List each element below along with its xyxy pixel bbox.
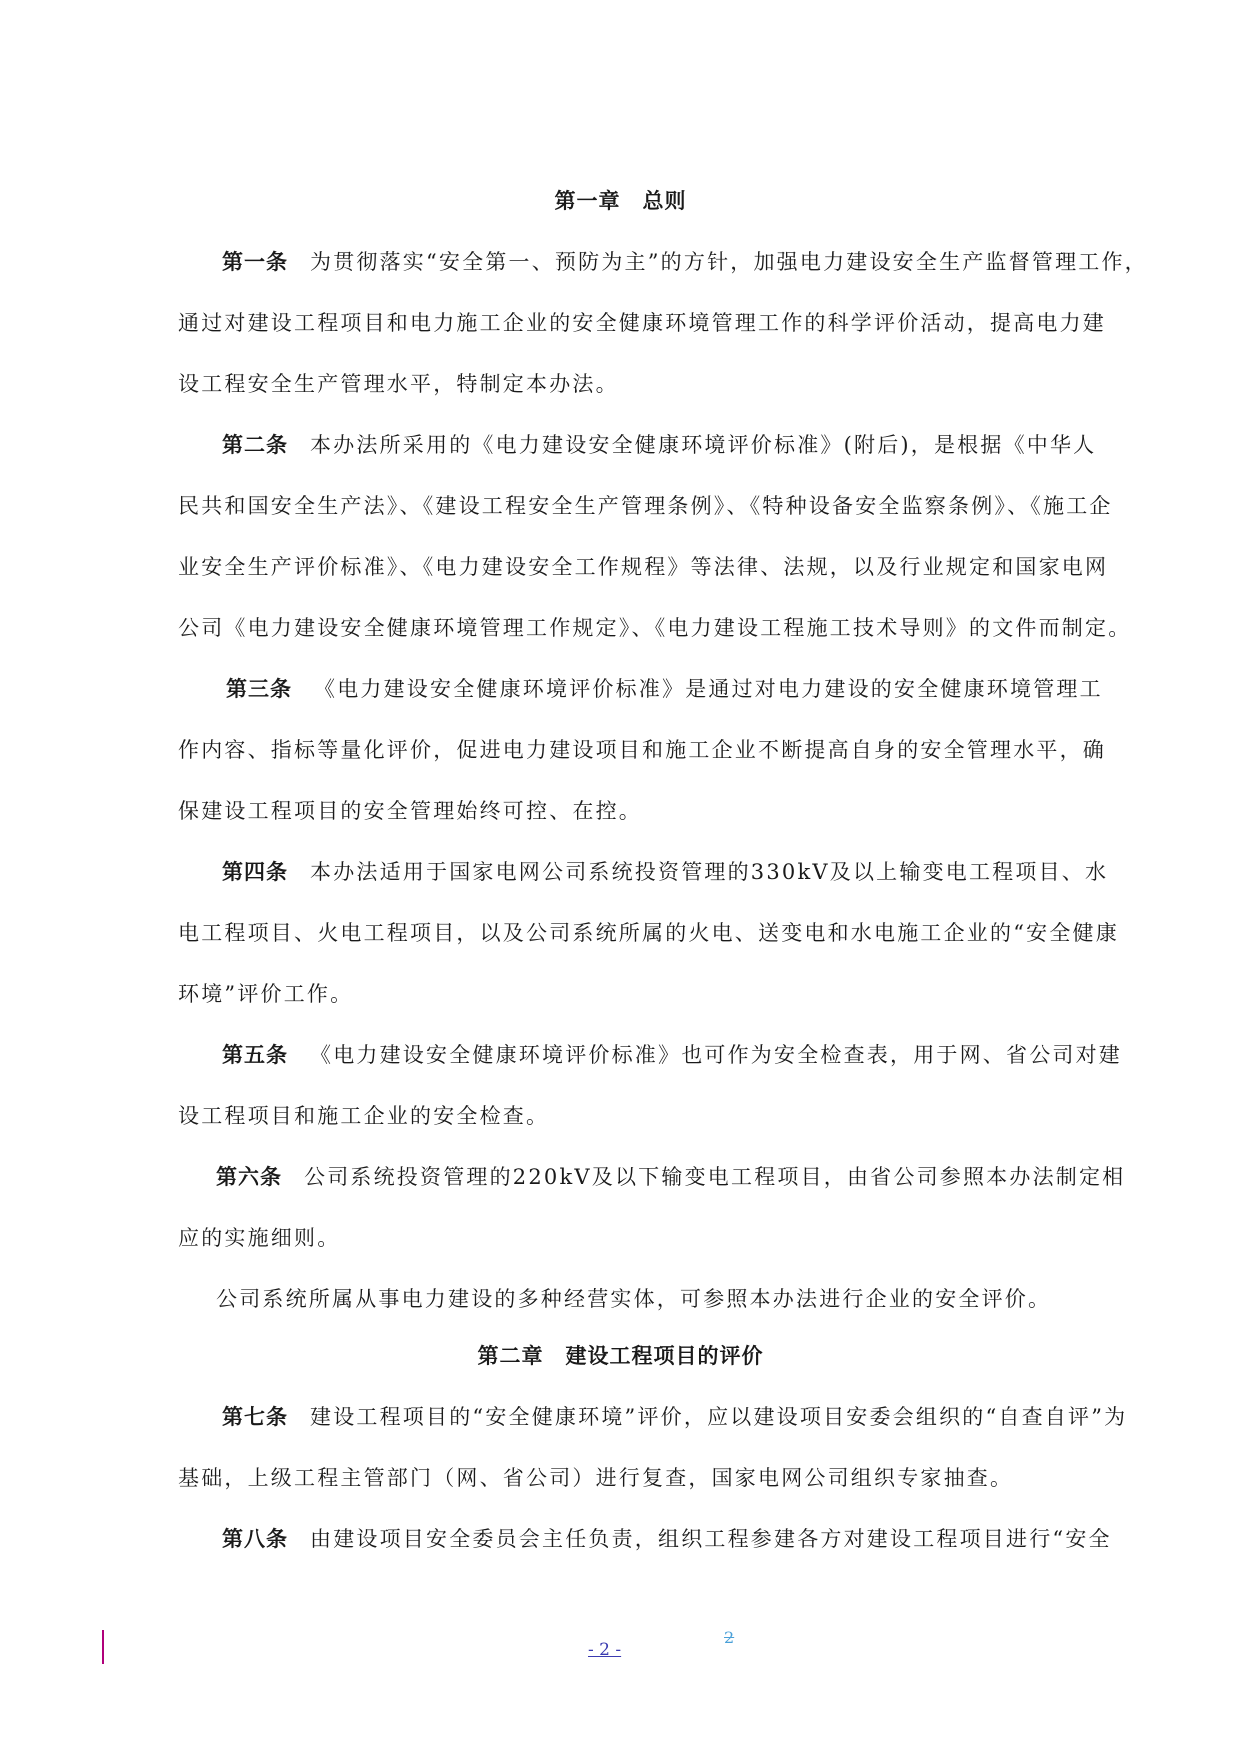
article-8-line-1: 第八条 由建设项目安全委员会主任负责，组织工程参建各方对建设工程项目进行“安全	[222, 1527, 1112, 1551]
article-2-line-4: 公司《电力建设安全健康环境管理工作规定》、《电力建设工程施工技术导则》的文件而制定。	[178, 616, 1132, 640]
article-1-line-3: 设工程安全生产管理水平，特制定本办法。	[178, 372, 619, 396]
article-1-line-2: 通过对建设工程项目和电力施工企业的安全健康环境管理工作的科学评价活动，提高电力建	[178, 311, 1106, 335]
article-7-line-2: 基础，上级工程主管部门（网、省公司）进行复查，国家电网公司组织专家抽查。	[178, 1466, 1014, 1490]
page-ref-number: 2	[724, 1628, 735, 1647]
paragraph-extra: 公司系统所属从事电力建设的多种经营实体，可参照本办法进行企业的安全评价。	[216, 1287, 1052, 1311]
article-2-line-3: 业安全生产评价标准》、《电力建设安全工作规程》等法律、法规，以及行业规定和国家电网	[178, 555, 1109, 579]
article-6-line-1: 第六条 公司系统投资管理的220kV及以下输变电工程项目，由省公司参照本办法制定相	[216, 1165, 1126, 1189]
article-7-label: 第七条	[222, 1405, 288, 1429]
article-4-label: 第四条	[222, 860, 288, 884]
article-2-line-2: 民共和国安全生产法》、《建设工程安全生产管理条例》、《特种设备安全监察条例》、《施工企	[178, 494, 1113, 518]
article-4-line-2: 电工程项目、火电工程项目，以及公司系统所属的火电、送变电和水电施工企业的“安全健康	[178, 921, 1119, 945]
article-6-line-2: 应的实施细则。	[178, 1226, 341, 1250]
article-5-line-2: 设工程项目和施工企业的安全检查。	[178, 1104, 550, 1128]
article-1-label: 第一条	[222, 250, 288, 274]
article-6-label: 第六条	[216, 1165, 282, 1189]
article-4-line-3: 环境”评价工作。	[178, 982, 354, 1006]
article-7-line-1: 第七条 建设工程项目的“安全健康环境”评价，应以建设项目安委会组织的“自查自评”为	[222, 1405, 1128, 1429]
chapter-1-title: 总则	[642, 189, 687, 213]
chapter-1-heading	[0, 186, 1241, 216]
article-2-label: 第二条	[222, 433, 288, 457]
chapter-2-title: 建设工程项目的评价	[565, 1344, 764, 1368]
article-5-line-1: 第五条 《电力建设安全健康环境评价标准》也可作为安全检查表，用于网、省公司对建	[222, 1043, 1122, 1067]
chapter-2-label: 第二章	[477, 1344, 544, 1368]
revision-bar	[102, 1630, 104, 1664]
chapter-1-label: 第一章	[554, 189, 621, 213]
article-2-line-1: 第二条 本办法所采用的《电力建设安全健康环境评价标准》(附后)，是根据《中华人	[222, 433, 1097, 457]
article-3-line-2: 作内容、指标等量化评价，促进电力建设项目和施工企业不断提高自身的安全管理水平，确	[178, 738, 1106, 762]
article-3-label: 第三条	[226, 677, 292, 701]
chapter-2-heading	[0, 1341, 1241, 1371]
article-4-line-1: 第四条 本办法适用于国家电网公司系统投资管理的330kV及以上输变电工程项目、水	[222, 860, 1109, 884]
article-3-line-1: 第三条 《电力建设安全健康环境评价标准》是通过对电力建设的安全健康环境管理工	[226, 677, 1103, 701]
article-5-label: 第五条	[222, 1043, 288, 1067]
article-8-label: 第八条	[222, 1527, 288, 1551]
page-number: - 2 -	[588, 1640, 622, 1660]
article-1-line-1: 第一条 为贯彻落实“安全第一、预防为主”的方针，加强电力建设安全生产监督管理工作，	[222, 250, 1148, 274]
article-3-line-3: 保建设工程项目的安全管理始终可控、在控。	[178, 799, 642, 823]
